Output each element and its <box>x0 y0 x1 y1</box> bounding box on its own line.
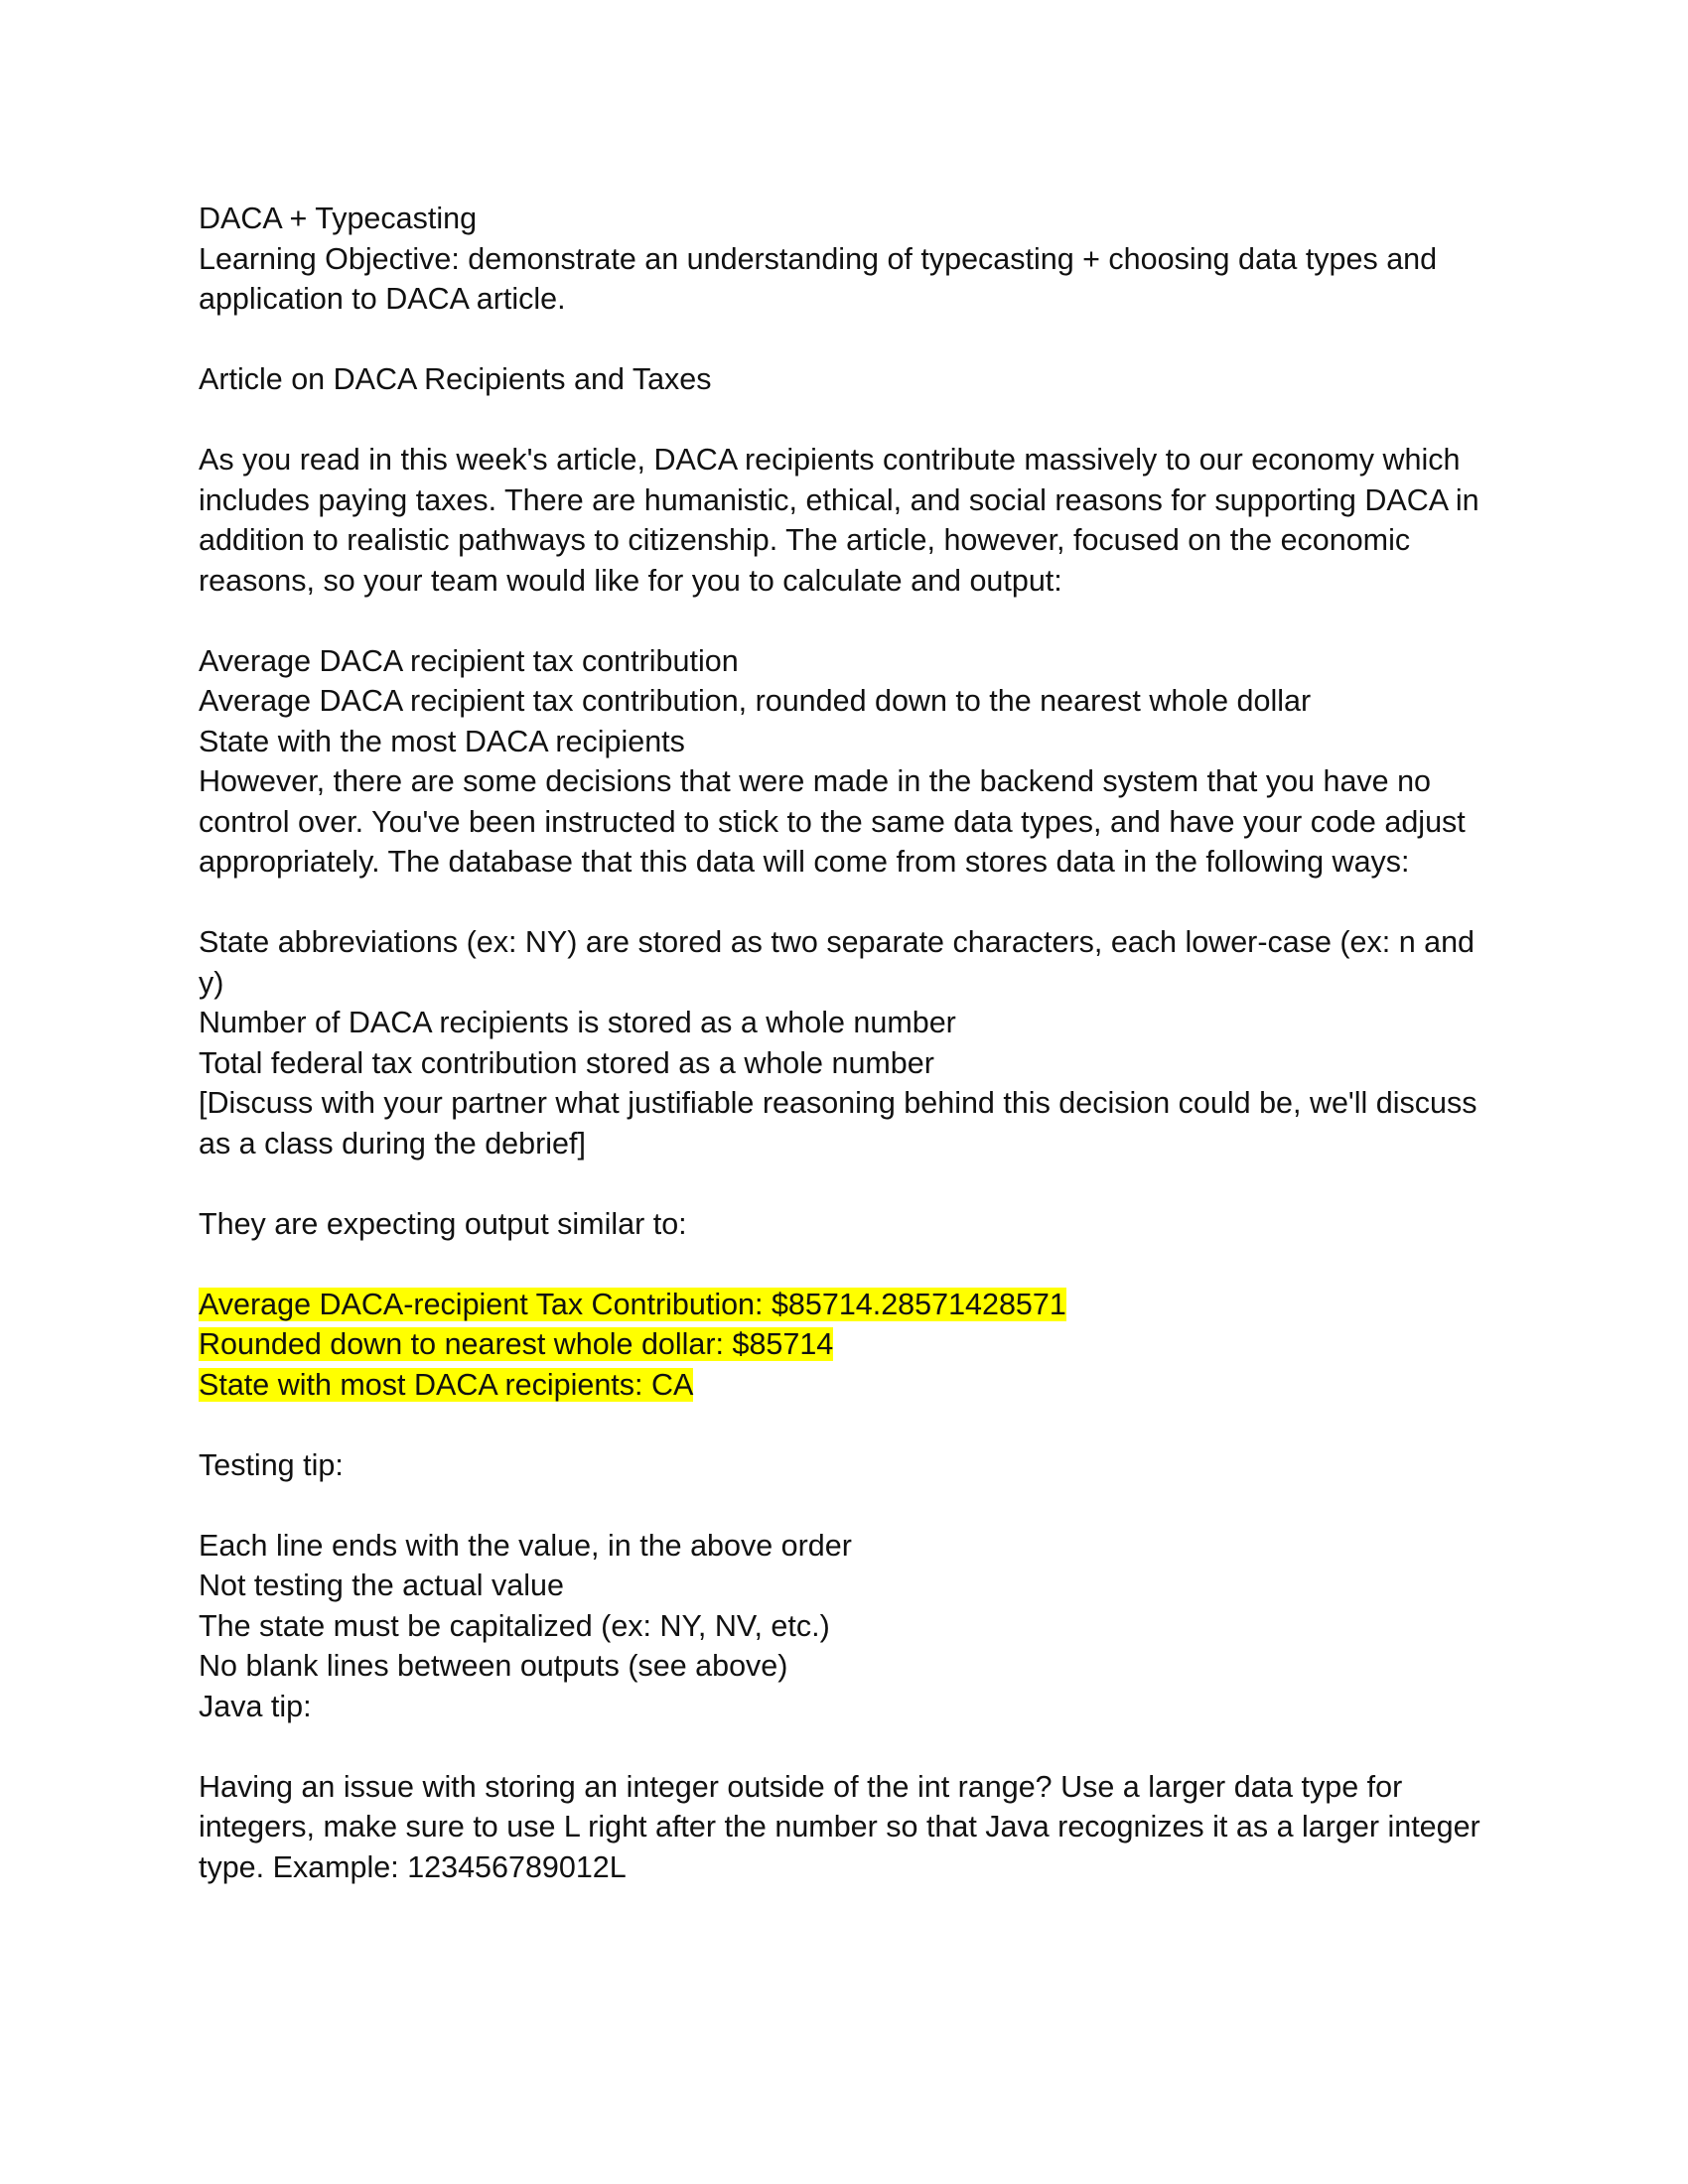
storage-item: Number of DACA recipients is stored as a whole number <box>199 1006 956 1039</box>
storage-item: State abbreviations (ex: NY) are stored as two separate characters, each lower-case (ex: n and y) <box>199 925 1476 1000</box>
learning-objective: Learning Objective: demonstrate an understanding of typecasting + choosing data types and application to DACA article. <box>199 241 1438 316</box>
output-item: Average DACA recipient tax contribution, rounded down to the nearest whole dollar <box>199 684 1312 718</box>
sample-output-line <box>199 1285 1489 1325</box>
java-tip-paragraph: Having an issue with storing an integer outside of the int range? Use a larger data type for integers, make sure to use L right after the number so that Java recognizes it as a larger integer type. Example: 123456789012L <box>199 1769 1480 1884</box>
highlighted-text: Average DACA-recipient Tax Contribution: $85714.28571428571 <box>199 1287 1066 1321</box>
discussion-note: [Discuss with your partner what justifiable reasoning behind this decision could be, we'll discuss as a class during the debrief] <box>199 1086 1477 1160</box>
document-page <box>199 199 1489 1887</box>
java-tip-heading: Java tip: <box>199 1689 312 1723</box>
document-title: DACA + Typecasting <box>199 202 478 235</box>
output-item: Average DACA recipient tax contribution <box>199 643 739 678</box>
testing-tip-item: Each line ends with the value, in the above order <box>199 1528 852 1563</box>
backend-note: However, there are some decisions that were made in the backend system that you have no control over. You've been instructed to stick to the same data types, and have your code adjust appropriately. The database that this data will come from stores data in the following ways: <box>199 764 1466 879</box>
highlighted-text: State with most DACA recipients: CA <box>199 1367 694 1402</box>
storage-item: Total federal tax contribution stored as a whole number <box>199 1045 934 1080</box>
sample-output-line <box>199 1324 1489 1365</box>
sample-output-line <box>199 1365 1489 1406</box>
expecting-text: They are expecting output similar to: <box>199 1206 687 1241</box>
article-link[interactable]: Article on DACA Recipients and Taxes <box>199 362 712 396</box>
testing-tip-item: Not testing the actual value <box>199 1569 564 1602</box>
output-item: State with the most DACA recipients <box>199 724 685 758</box>
highlighted-text: Rounded down to nearest whole dollar: $85714 <box>199 1327 834 1361</box>
testing-tip-heading: Testing tip: <box>199 1447 344 1482</box>
intro-paragraph: As you read in this week's article, DACA recipients contribute massively to our economy which includes paying taxes. There are humanistic, ethical, and social reasons for supporting DACA in addition to realistic pathways to citizenship. The article, however, focused on the economic reasons, so your team would like for you to calculate and output: <box>199 443 1479 598</box>
testing-tip-item: No blank lines between outputs (see above) <box>199 1649 788 1683</box>
testing-tip-item: The state must be capitalized (ex: NY, NV, etc.) <box>199 1608 830 1643</box>
